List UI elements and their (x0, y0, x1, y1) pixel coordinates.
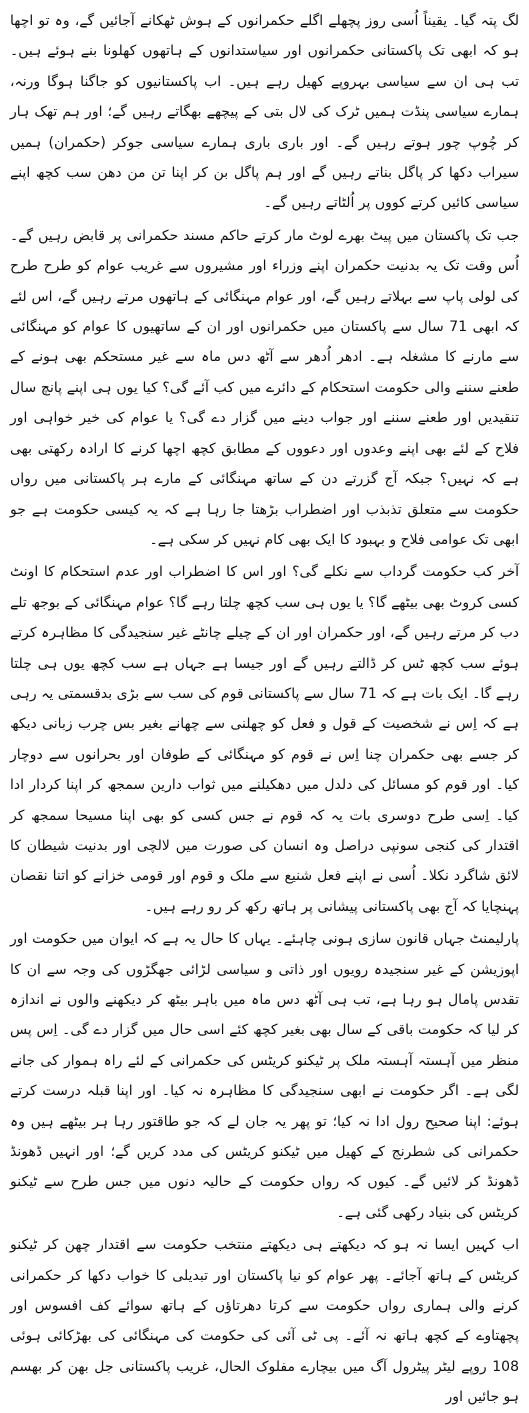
article-paragraph: پارلیمنٹ جہاں قانون سازی ہونی چاہئے۔ یہاں کا حال یہ ہے کہ ایوان میں حکومت اور اپوزیشن کے غیر سنجیدہ رویوں اور ذاتی و سیاسی لڑائی جھگڑوں کی وجہ سے ان کا تقدس پامال ہو رہا ہے، تب ہی آٹھ دس ماہ میں باہر بیٹھ کر دیکھنے والوں نے اندازہ کر لیا کہ حکومت باقی کے سال بھی بغیر کچھ کئے اسی حال میں گزار دے گی۔ اِس پس منظر میں آہستہ آہستہ ملک پر ٹیکنو کریٹس کی حکمرانی کے لئے راہ ہموار کی جانے لگی ہے۔ اگر حکومت نے ابھی سنجیدگی کا مظاہرہ نہ کیا۔ اور اپنا قبلہ درست کرتے ہوئے: اپنا صحیح رول ادا نہ کیا؛ تو پھر یہ جان لے کہ جو طاقتور رہا ہر بیٹھے ہیں وہ حکمرانی کی شطرنج کے کھیل میں ٹیکنو کریٹس کی مدد کریں گے؛ اور انہیں ڈھونڈ ڈھونڈ کر لائیں گے۔ کیوں کہ رواں حکومت کے حالیہ دنوں میں جس طرح سے ٹیکنو کریٹس کی بنیاد رکھی گئی ہے۔ (10, 931, 519, 1221)
article-paragraph: جب تک پاکستان میں پیٹ بھرے لوٹ مار کرتے حاکم مسند حکمرانی پر قابض رہیں گے۔ اُس وقت تک یہ بدنیت حکمران اپنے وزراء اور مشیروں سے غریب عوام کو طرح طرح کی لولی پاپ سے بہلاتے رہیں گے، اور عوام مہنگائی کے ہاتھوں مرتے رہیں گے، اس لئے کہ ابھی 71 سال سے پاکستان میں حکمرانوں اور ان کے ساتھیوں کا عوام کو مہنگائی سے مارنے کا مشغلہ ہے۔ ادھر اُدھر سے آٹھ دس ماہ سے غیر مستحکم بھی ہونے کے طعنے سننے والی حکومت استحکام کے دائرے میں کب آئے گی؟ کیا یوں ہی اپنے پانچ سال تنقیدیں اور طعنے سننے اور جواب دینے میں گزار دے گی؟ یا عوام کی خیر خواہی اور فلاح کے لئے بھی اپنے وعدوں اور دعووں کے مطابق کچھ اچھا کرنے کا ارادہ رکھتی بھی ہے کہ نہیں؟ جبکہ آج گزرتے دن کے ساتھ مہنگائی کے مارے ہر پاکستانی میں رواں حکومت سے متعلق تذبذب اور اضطراب بڑھتا جا رہا ہے کہ یہ کیسی حکومت ہے جو ابھی تک عوامی فلاح و بہبود کا ایک بھی کام نہیں کر سکی ہے۔ (10, 227, 519, 548)
article-paragraph: لگ پتہ گیا۔ یقیناً اُسی روز پچھلے اگلے حکمرانوں کے ہوش ٹھکانے آجائیں گے، وہ تو اچھا ہو کہ ابھی تک پاکستانی حکمرانوں اور سیاستدانوں کے ہاتھوں کھلونا بنے ہوئے ہیں۔ تب ہی ان سے سیاسی بہروپے کھیل رہے ہیں۔ اب پاکستانیوں کو جاگنا ہوگا ورنہ، ہمارے سیاسی پنڈت ہمیں ٹرک کی لال بتی کے پیچھے بھگاتے رہیں گے؛ اور ہم تھک ہار کر چُوپ چور ہوتے رہیں گے۔ اور باری باری ہمارے سیاسی جوکر (حکمران) ہمیں سیراب دکھا کر پاگل بناتے رہیں گے اور ہم پاگل بن کر اپنا تن من دھن سب کچھ اپنے سیاسی کائیں کرتے کووں پر اُلٹاتے رہیں گے۔ (10, 13, 519, 212)
article-paragraph: اب کہیں ایسا نہ ہو کہ دیکھتے ہی دیکھتے منتخب حکومت سے اقتدار چھن کر ٹیکنو کریٹس کے ہاتھ آجائے۔ پھر عوام کو نیا پاکستان اور تبدیلی کا خواب دکھا کر حکمرانی کرنے والی ہماری رواں حکومت سے کرتا دھرتاؤں کے ہاتھ سوائے کف افسوس اور پچھتاوے کے کچھ ہاتھ نہ آئے۔ پی ٹی آئی کی حکومت کی مہنگائی کی بھڑکائی ہوئی 108 روپے لیٹر پیٹرول آگ میں بیچارے مفلوک الحال، غریب پاکستانی جل بھن کر بھسم ہو جائیں اور (10, 1237, 519, 1406)
article-paragraph: آخر کب حکومت گرداب سے نکلے گی؟ اور اس کا اضطراب اور عدم استحکام کا اونٹ کسی کروٹ بھی بیٹھے گا؟ یا یوں ہی سب کچھ چلتا رہے گا؟ عوام مہنگائی کے بوجھ تلے دب کر مرتے رہیں گے، اور حکمران اور ان کے چیلے چانٹے غیر سنجیدگی کا مظاہرہ کرتے ہوئے سب کچھ ٹس کر ڈالتے رہیں گے اور جیسا ہے جہاں ہے سب کچھ یوں ہی چلتا رہے گا۔ ایک بات ہے کہ 71 سال سے پاکستانی قوم کی سب سے بڑی بدقسمتی یہ رہی ہے کہ اِس نے شخصیت کے قول و فعل کو چھلنی سے چھانے بغیر بس چرب زبانی دیکھ کر جسے بھی حکمران چنا اِس نے قوم کو مہنگائی کے طوفان اور بحرانوں سے دوچار کیا۔ اور قوم کو مسائل کی دلدل میں دھکیلنے میں ثواب دارین سمجھ کر اپنا کردار ادا کیا۔ اِسی طرح دوسری بات یہ کہ قوم نے جس کسی کو بھی اپنا مسیحا سمجھ کر اقتدار کی کنجی سونپی دراصل وہ انسان کی صورت میں لالچی اور بدنیت شیطان کا لائق شاگرد نکلا۔ اُسی نے اپنے فعل شنیع سے ملک و قوم اور قومی خزانے کو اتنا نقصان پہنچایا کہ آج بھی پاکستانی پیشانی پر ہاتھ رکھ کر رو رہے ہیں۔ (10, 564, 519, 915)
